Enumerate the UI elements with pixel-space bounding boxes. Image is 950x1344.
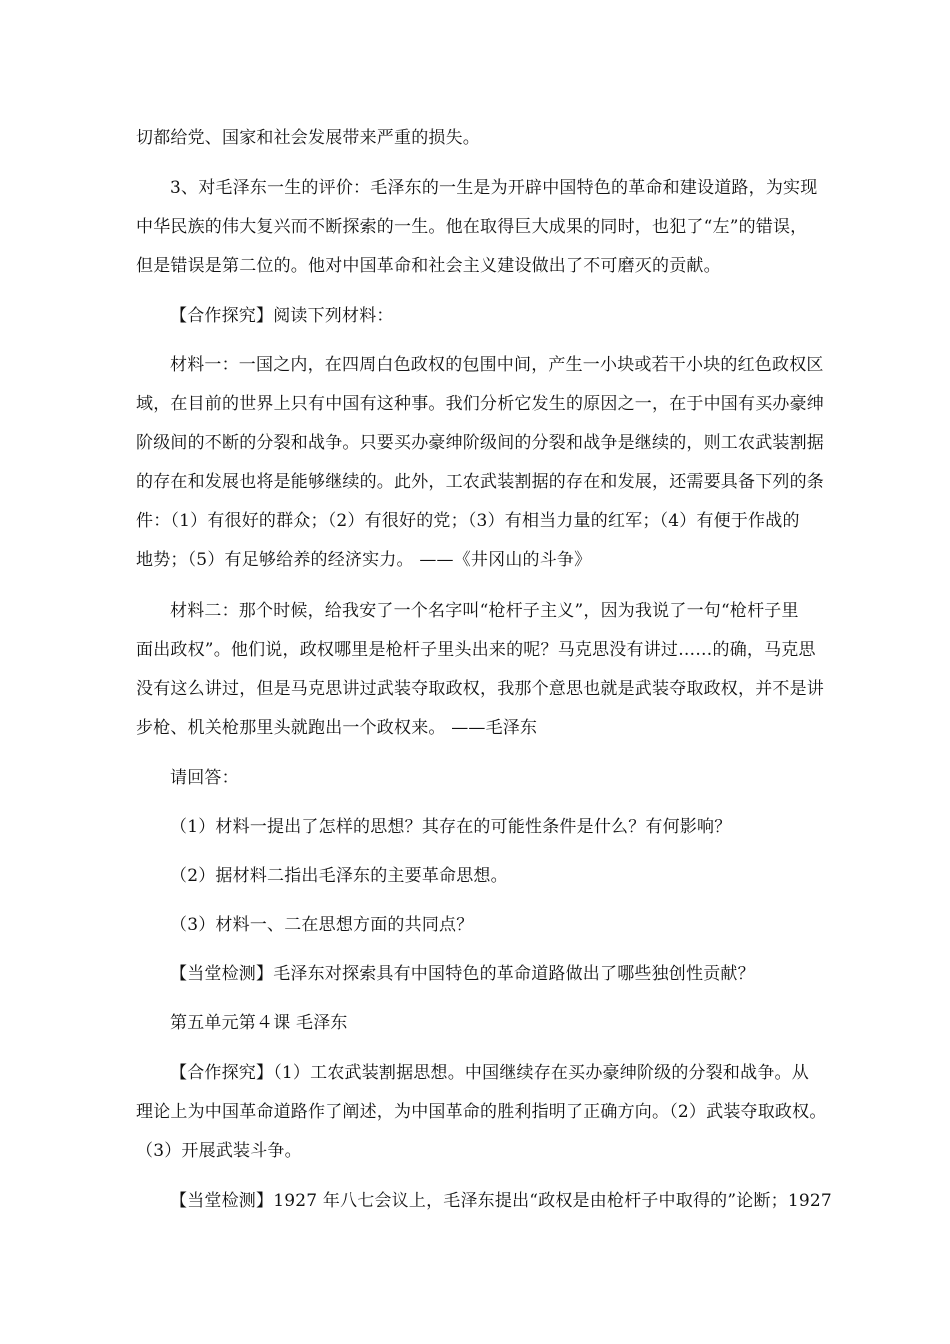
material-two-line: 材料二：那个时候，给我安了一个名字叫“枪杆子主义”，因为我说了一句“枪杆子里 [170, 601, 799, 621]
question-one: （1）材料一提出了怎样的思想？其存在的可能性条件是什么？有何影响？ [170, 817, 732, 837]
cooperative-inquiry-heading: 【合作探究】阅读下列材料： [170, 306, 394, 326]
material-one-line: 地势；（5）有足够给养的经济实力。 ——《井冈山的斗争》 [136, 550, 592, 570]
answer-inquiry-line: 【合作探究】（1）工农武装割据思想。中国继续存在买办豪绅阶级的分裂和战争。从 [170, 1063, 809, 1083]
material-two-line: 步枪、机关枪那里头就跑出一个政权来。 ——毛泽东 [136, 718, 538, 738]
material-one-line: 材料一：一国之内，在四周白色政权的包围中间，产生一小块或若干小块的红色政权区 [170, 355, 824, 375]
please-answer-line: 请回答： [170, 768, 239, 788]
material-two-line: 面出政权”。他们说，政权哪里是枪杆子里头出来的呢？马克思没有讲过……的确，马克思 [136, 640, 816, 660]
material-one-line: 域，在目前的世界上只有中国有这种事。我们分析它发生的原因之一，在于中国有买办豪绅 [136, 394, 824, 414]
material-one-line: 阶级间的不断的分裂和战争。只要买办豪绅阶级间的分裂和战争是继续的，则工农武装割据 [136, 433, 824, 453]
answer-inquiry-line: （3）开展武装斗争。 [136, 1141, 302, 1161]
paragraph-line: 但是错误是第二位的。他对中国革命和社会主义建设做出了不可磨灭的贡献。 [136, 256, 721, 276]
paragraph-line: 切都给党、国家和社会发展带来严重的损失。 [136, 128, 480, 148]
answer-inquiry-line: 理论上为中国革命道路作了阐述，为中国革命的胜利指明了正确方向。（2）武装夺取政权。 [136, 1102, 827, 1122]
material-one-line: 的存在和发展也将是能够继续的。此外，工农武装割据的存在和发展，还需要具备下列的条 [136, 472, 824, 492]
material-two-line: 没有这么讲过，但是马克思讲过武装夺取政权，我那个意思也就是武装夺取政权，并不是讲 [136, 679, 824, 699]
answer-section-title: 第五单元第４课 毛泽东 [170, 1013, 348, 1033]
classroom-test-line: 【当堂检测】毛泽东对探索具有中国特色的革命道路做出了哪些独创性贡献？ [170, 964, 755, 984]
evaluation-heading-line: 3、对毛泽东一生的评价：毛泽东的一生是为开辟中国特色的革命和建设道路，为实现 [170, 178, 818, 198]
answer-test-line: 【当堂检测】1927 年八七会议上，毛泽东提出“政权是由枪杆子中取得的”论断；1927 [170, 1191, 832, 1211]
question-two: （2）据材料二指出毛泽东的主要革命思想。 [170, 866, 508, 886]
question-three: （3）材料一、二在思想方面的共同点？ [170, 915, 474, 935]
paragraph-line: 中华民族的伟大复兴而不断探索的一生。他在取得巨大成果的同时，也犯了“左”的错误， [136, 217, 808, 237]
material-one-line: 件：（1）有很好的群众；（2）有很好的党；（3）有相当力量的红军；（4）有便于作战的 [136, 511, 800, 531]
